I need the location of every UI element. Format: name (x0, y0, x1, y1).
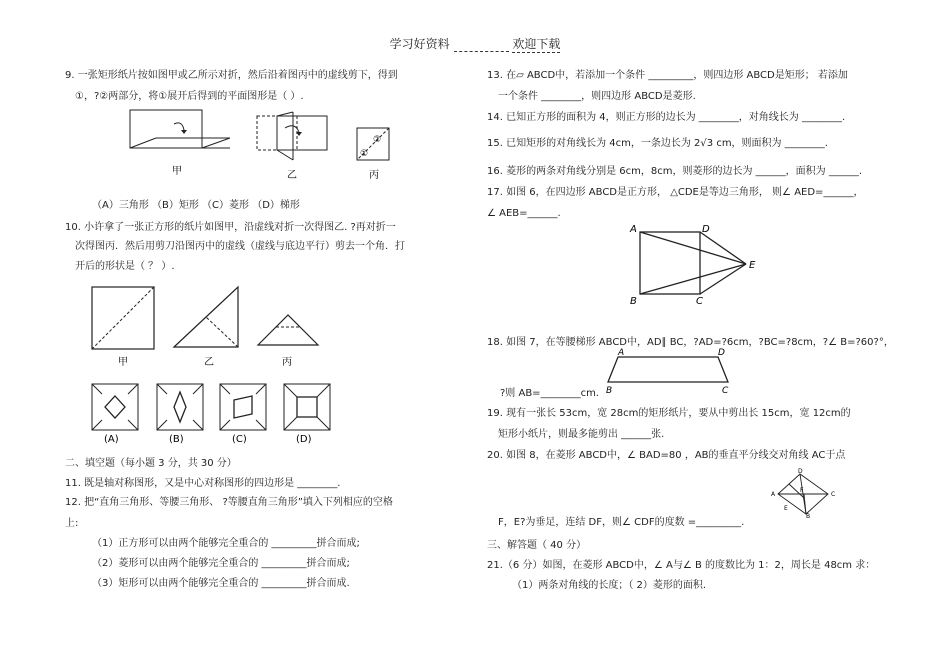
q11: 11. 既是轴对称图形，又是中心对称图形的四边形是 ________. (65, 478, 341, 489)
q9-label-yi: 乙 (287, 170, 297, 181)
q10-option-b-label: (B) (169, 434, 184, 445)
q10-line3: 开后的形状是（ ？ ）. (75, 261, 175, 272)
q10-line1: 10. 小许拿了一张正方形的纸片如图甲，沿虚线对折一次得图乙. ?再对折一 (65, 222, 396, 233)
q10-option-a (90, 382, 140, 446)
fig7-a: A (618, 348, 625, 358)
q10-option-d (282, 382, 332, 446)
q16: 16. 菱形的两条对角线分别是 6cm，8cm，则菱形的边长为 ______，面积为 ______. (487, 166, 862, 177)
fig6-d: D (702, 224, 710, 235)
fig8-f: F (800, 487, 804, 494)
q10-option-c-label: (C) (232, 434, 247, 445)
fig6-a: A (630, 224, 637, 235)
q10-option-c (218, 382, 268, 446)
q21-line2: （1）两条对角线的长度；（ 2）菱形的面积. (512, 580, 707, 591)
q10-figure-bing (256, 313, 320, 367)
fig8-d: D (798, 468, 803, 475)
q9-options: （A）三角形 （B）矩形 （C）菱形 （D）梯形 (92, 200, 300, 211)
q9-figure-jia (126, 108, 236, 178)
q9-figure-yi (255, 112, 335, 182)
q12-item1: （1）正方形可以由两个能够完全重合的 _________拼合而成; (92, 538, 360, 549)
fig6-b: B (630, 296, 637, 307)
q12-line1: 12. 把“直角三角形、等腰三角形、 ?等腰直角三角形”填入下列相应的空格 (65, 497, 393, 508)
page-header (0, 35, 950, 53)
q9-circle1: ① (360, 149, 369, 159)
q9-label-jia: 甲 (172, 166, 182, 177)
figure-6 (628, 222, 768, 312)
fig7-d: D (718, 348, 725, 358)
q10-label-bing: 丙 (282, 357, 292, 368)
figure-7 (606, 349, 736, 397)
q9-circle2: ② (373, 135, 382, 145)
q18-line2: ?则 AB=________cm. (500, 388, 599, 399)
q10-label-yi: 乙 (204, 357, 214, 368)
figure-8 (770, 470, 840, 518)
header-left: 学习好资料 (389, 37, 450, 51)
q9-label-bing: 丙 (369, 170, 379, 181)
q19-line1: 19. 现有一张长 53cm，宽 28cm的矩形纸片，要从中剪出长 15cm，宽 12cm的 (487, 408, 851, 419)
fig8-b: B (806, 513, 811, 520)
q10-option-a-label: (A) (104, 434, 119, 445)
q9-figure-bing (355, 126, 395, 182)
q10-label-jia: 甲 (118, 357, 128, 368)
q15: 15. 已知矩形的对角线长为 4cm，一条边长为 2√3 cm，则面积为 ________. (487, 138, 828, 149)
q14: 14. 已知正方形的面积为 4，则正方形的边长为 ________，对角线长为 ________. (487, 112, 846, 123)
q18-line1: 18. 如图 7，在等腰梯形 ABCD中，AD∥ BC，?AD=?6cm，?BC=?8cm，?∠ B=?60?°， (487, 337, 894, 348)
header-right: 欢迎下载 (512, 37, 561, 51)
q10-line2: 次得图丙．然后用剪刀沿图丙中的虚线（虚线与底边平行）剪去一个角．打 (75, 241, 405, 252)
fig7-b: B (606, 386, 613, 396)
q19-line2: 矩形小纸片，则最多能剪出 ______张. (498, 429, 665, 440)
q20-line1: 20. 如图 8，在菱形 ABCD中，∠ BAD=80 ，AB的垂直平分线交对角线 AC于点 (487, 450, 846, 461)
fig7-c: C (722, 386, 729, 396)
section2-title: 二、填空题（每小题 3 分，共 30 分） (65, 458, 237, 469)
fig8-c: C (831, 491, 836, 498)
q10-option-d-label: (D) (296, 434, 312, 445)
q12-item3: （3）矩形可以由两个能够完全重合的 _________拼合而成. (92, 578, 350, 589)
q9-line1: 9. 一张矩形纸片按如图甲或乙所示对折，然后沿着图丙中的虚线剪下，得到 (65, 70, 398, 81)
fig8-a: A (771, 491, 776, 498)
fig8-e: E (784, 505, 788, 512)
q20-line2: F，E?为垂足，连结 DF，则∠ CDF的度数 =_________. (498, 517, 745, 528)
header-gap (454, 37, 509, 52)
q17-line1: 17. 如图 6，在四边形 ABCD是正方形， △CDE是等边三角形， 则∠ AED=______， (487, 187, 864, 198)
q10-figure-yi (172, 285, 244, 368)
section3-title: 三、解答题（ 40 分） (487, 540, 587, 551)
q17-line2: ∠ AEB=______. (487, 208, 561, 219)
fig6-c: C (696, 296, 703, 307)
q13-line1: 13. 在▱ ABCD中，若添加一个条件 _________，则四边形 ABCD是矩形； 若添加 (487, 70, 848, 81)
q9-line2: ①，?②两部分，将①展开后得到的平面图形是（ ）. (75, 91, 304, 102)
q12-line2: 上: (65, 518, 79, 529)
q12-item2: （2）菱形可以由两个能够完全重合的 _________拼合而成; (92, 558, 350, 569)
q10-figure-jia (90, 285, 160, 368)
q10-option-b (155, 382, 205, 446)
q21-line1: 21.（6 分）如图，在菱形 ABCD中，∠ A与∠ B 的度数比为 1：2，周长是 48cm 求： (487, 560, 876, 571)
fig6-e: E (749, 260, 756, 271)
q13-line2: 一个条件 ________，则四边形 ABCD是菱形. (498, 91, 696, 102)
